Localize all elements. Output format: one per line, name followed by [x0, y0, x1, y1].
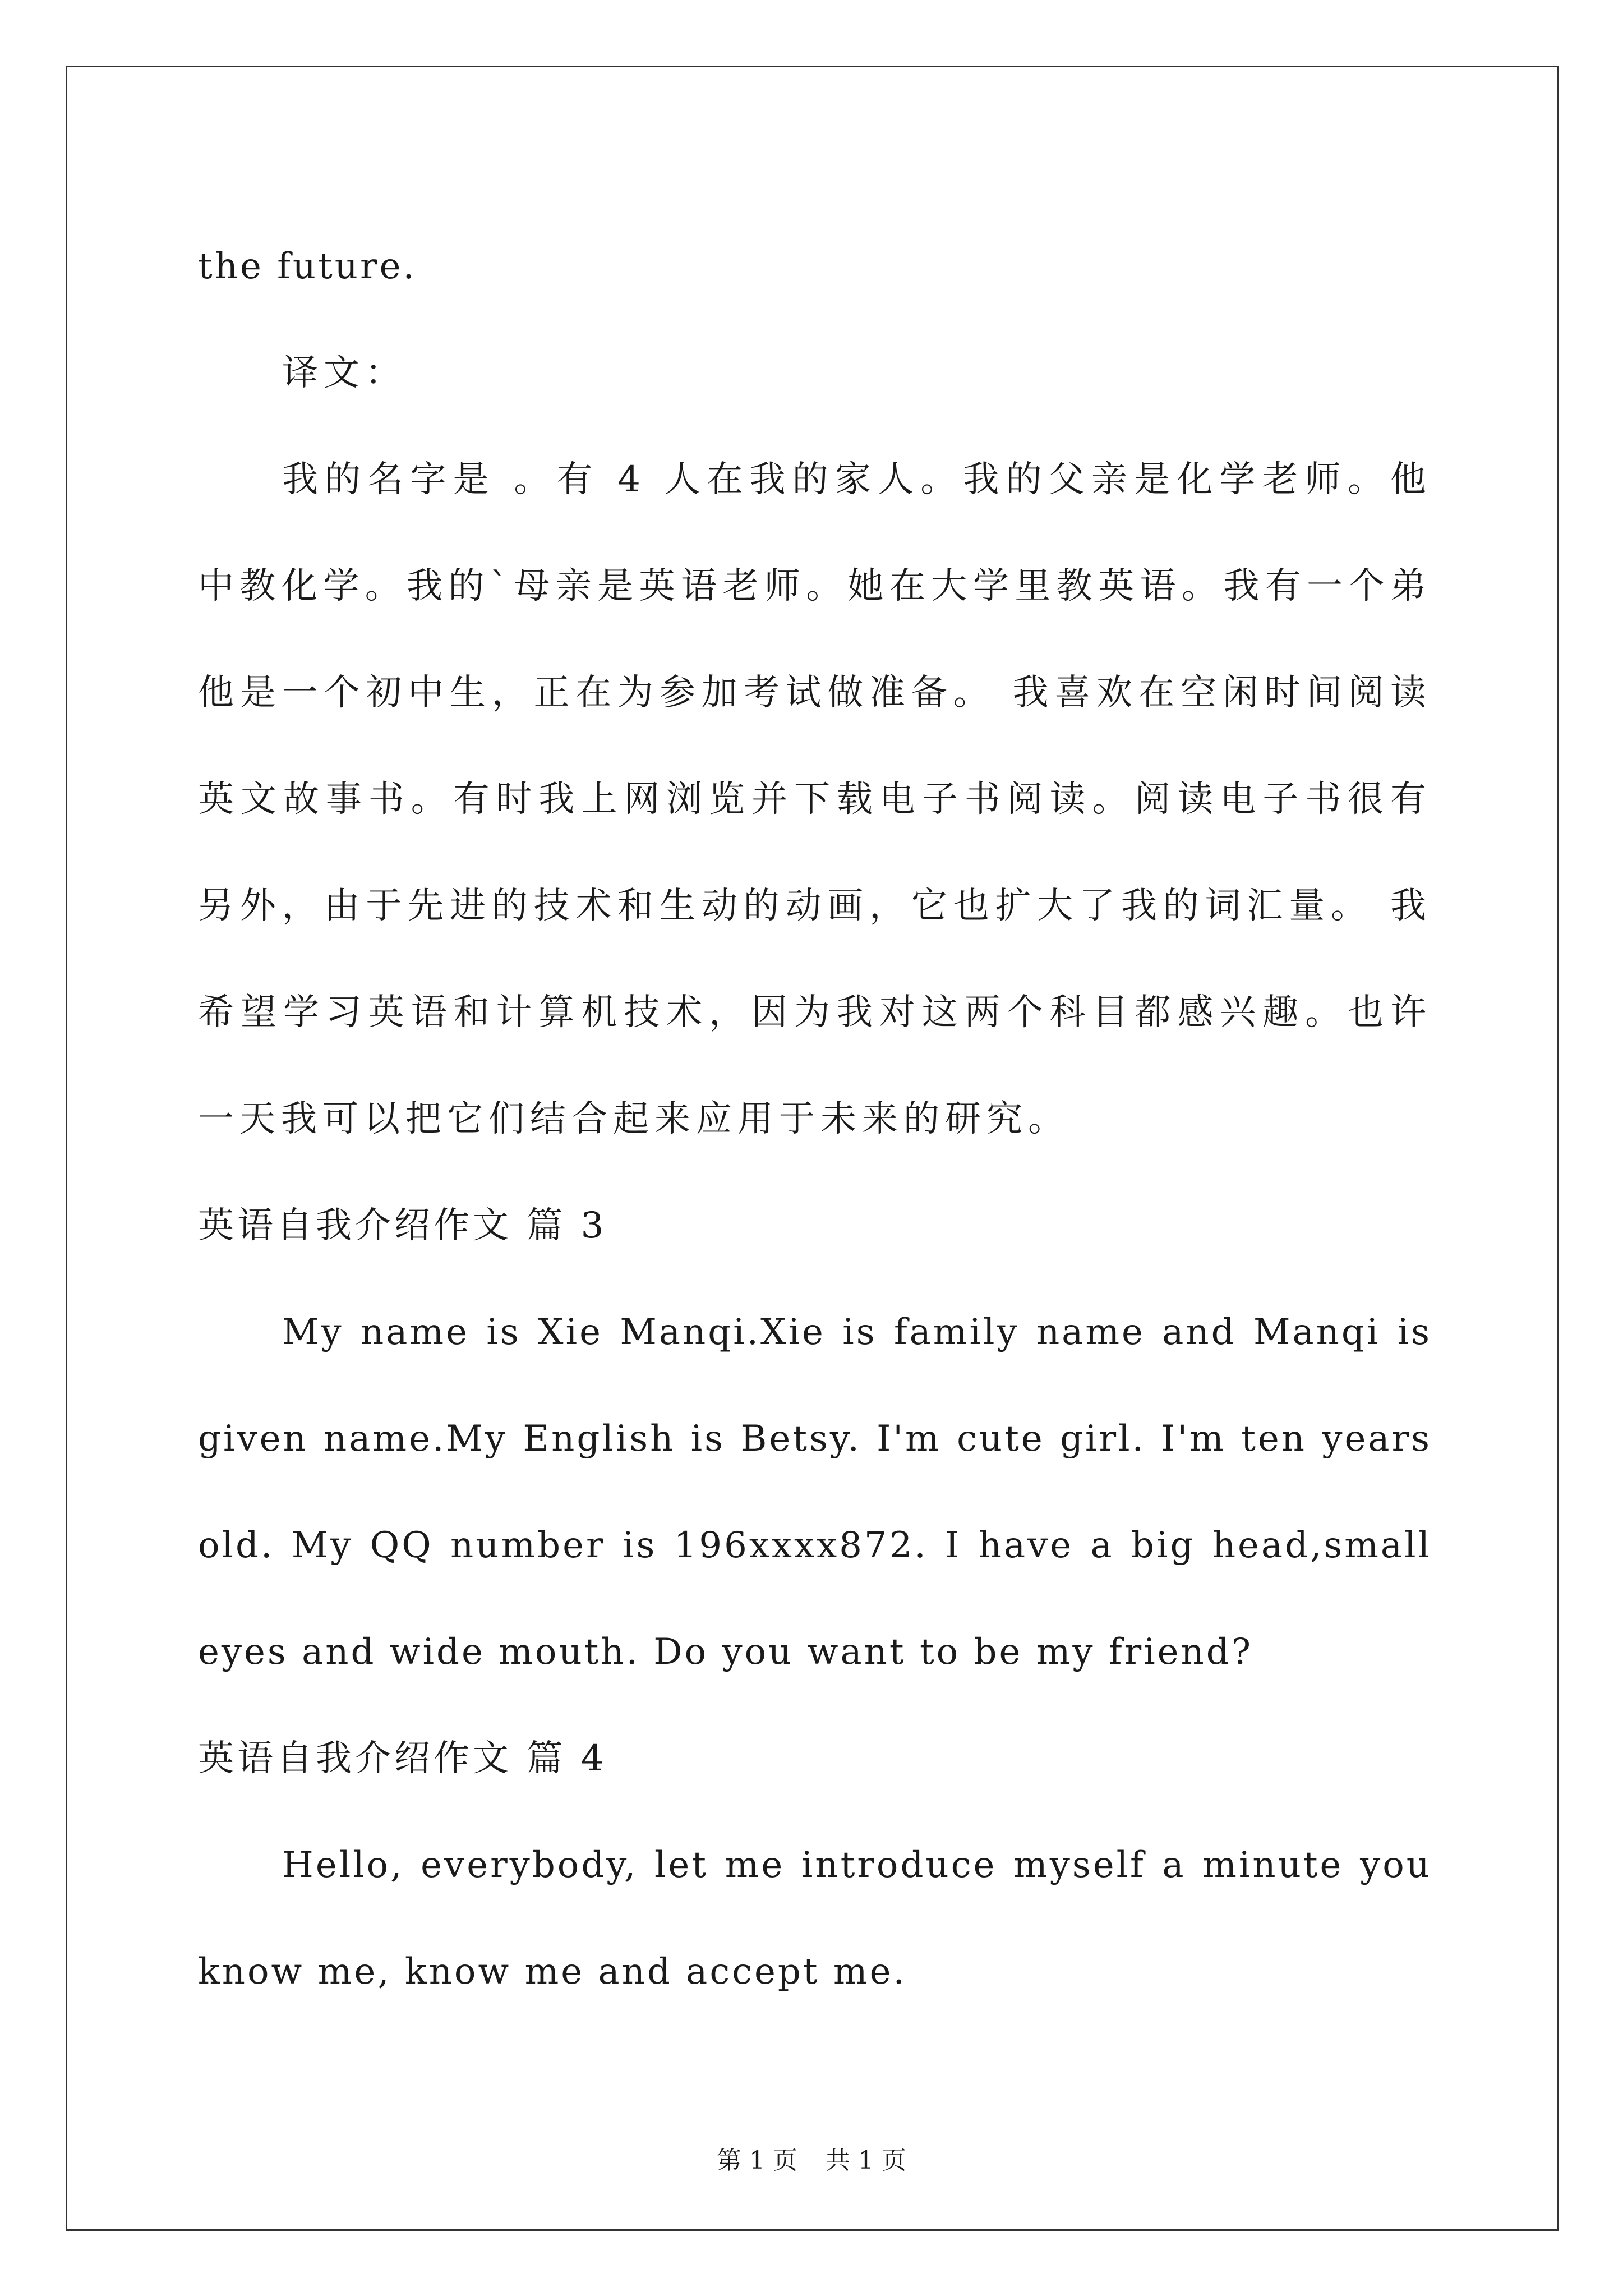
translation-label: 译文：: [282, 352, 407, 394]
text-line: Hello, everybody, let me introduce myself a minute you: [282, 1844, 1432, 1886]
text-line: the future.: [198, 246, 417, 287]
text-line: know me, know me and accept me.: [198, 1951, 907, 1993]
document-body: [198, 213, 1432, 2025]
text-line: 我的名字是 。有 4 人在我的家人。我的父亲是化学老师。他: [282, 459, 1432, 500]
text-line: 一天我可以把它们结合起来应用于未来的研究。: [198, 1098, 1069, 1140]
text-line: 他是一个初中生，正在为参加考试做准备。 我喜欢在空闲时间阅读: [198, 672, 1432, 714]
text-line: old. My QQ number is 196xxxx872. I have a big head,small: [198, 1525, 1432, 1566]
text-line: eyes and wide mouth. Do you want to be my friend?: [198, 1631, 1253, 1673]
text-line: 希望学习英语和计算机技术，因为我对这两个科目都感兴趣。也许: [198, 992, 1432, 1033]
text-line: 中教化学。我的`母亲是英语老师。她在大学里教英语。我有一个弟: [198, 565, 1432, 607]
page-number: 第 1 页: [717, 2146, 797, 2175]
text-line: My name is Xie Manqi.Xie is family name and Manqi is: [282, 1312, 1432, 1353]
section-heading-3: 英语自我介绍作文 篇 3: [198, 1205, 607, 1246]
section-heading-4: 英语自我介绍作文 篇 4: [198, 1738, 607, 1779]
page-total: 共 1 页: [826, 2146, 906, 2175]
text-line: 另外，由于先进的技术和生动的动画，它也扩大了我的词汇量。 我: [198, 885, 1432, 927]
page-footer: [0, 2144, 1623, 2178]
text-line: given name.My English is Betsy. I'm cute girl. I'm ten years: [198, 1418, 1432, 1460]
text-line: 英文故事书。有时我上网浏览并下载电子书阅读。阅读电子书很有: [198, 779, 1432, 820]
